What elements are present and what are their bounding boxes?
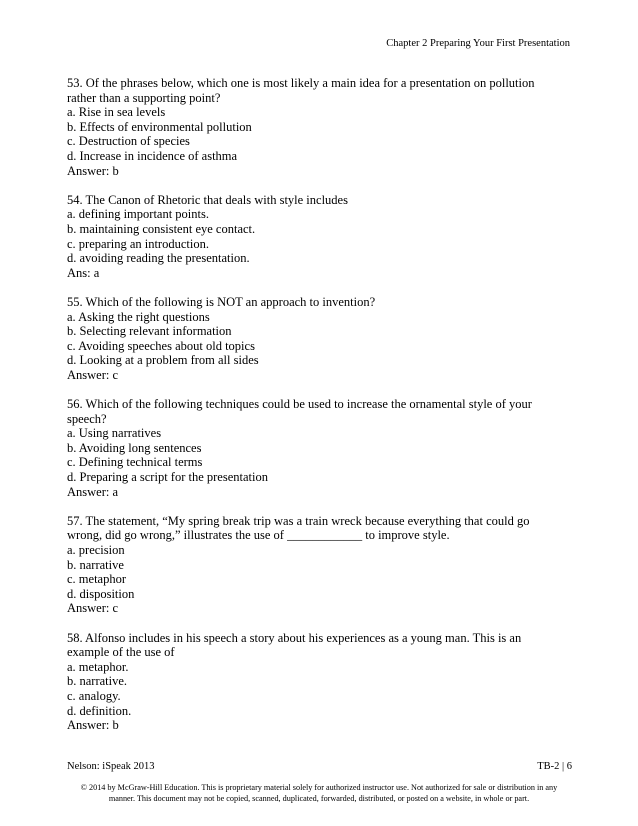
option-a: a. Rise in sea levels xyxy=(67,105,166,120)
question-text-line: 53. Of the phrases below, which one is most likely a main idea for a presentation on pollution xyxy=(67,76,535,90)
footer-source: Nelson: iSpeak 2013 xyxy=(67,761,155,772)
question-54 xyxy=(67,193,567,281)
option-c: c. Avoiding speeches about old topics xyxy=(67,338,255,353)
question-text-line: 58. Alfonso includes in his speech a story about his experiences as a young man. This is an xyxy=(67,630,522,645)
copyright-notice xyxy=(60,782,578,804)
question-text-line: 56. Which of the following techniques could be used to increase the ornamental style of your xyxy=(67,397,532,412)
option-b: b. narrative xyxy=(67,557,124,572)
option-d: d. disposition xyxy=(67,586,135,601)
option-c: c. Defining technical terms xyxy=(67,455,203,470)
question-58 xyxy=(67,631,567,733)
option-d: d. Increase in incidence of asthma xyxy=(67,148,238,163)
page-header: Chapter 2 Preparing Your First Presentation xyxy=(386,38,570,49)
answer: Answer: b xyxy=(67,163,119,178)
option-a: a. precision xyxy=(67,543,125,557)
question-53 xyxy=(67,76,567,178)
answer: Ans: a xyxy=(67,265,100,280)
question-56 xyxy=(67,397,567,499)
option-c: c. metaphor xyxy=(67,572,127,587)
option-d: d. Preparing a script for the presentation xyxy=(67,470,268,485)
question-text-line: wrong, did go wrong,” illustrates the use of ____________ to improve style. xyxy=(67,528,450,543)
option-d: d. avoiding reading the presentation. xyxy=(67,251,250,266)
question-text-line: 57. The statement, “My spring break trip was a train wreck because everything that could go xyxy=(67,513,530,528)
option-b: b. Selecting relevant information xyxy=(67,324,232,339)
question-55 xyxy=(67,295,567,383)
question-text-line: 54. The Canon of Rhetoric that deals with style includes xyxy=(67,192,348,207)
option-d: d. Looking at a problem from all sides xyxy=(67,353,259,368)
answer: Answer: b xyxy=(67,718,119,733)
option-d: d. definition. xyxy=(67,703,132,718)
option-b: b. Avoiding long sentences xyxy=(67,440,202,455)
option-a: a. metaphor. xyxy=(67,659,129,674)
question-text-line: example of the use of xyxy=(67,645,175,660)
page-number: TB-2 | 6 xyxy=(537,761,572,772)
answer: Answer: a xyxy=(67,484,119,499)
option-b: b. maintaining consistent eye contact. xyxy=(67,221,256,236)
option-a: a. Using narratives xyxy=(67,426,162,441)
answer: Answer: c xyxy=(67,601,119,616)
option-a: a. Asking the right questions xyxy=(67,309,210,324)
question-text-line: rather than a supporting point? xyxy=(67,90,221,105)
copyright-line: © 2014 by McGraw-Hill Education. This is proprietary material solely for authorized instructor use. Not authorized for sale or distribution in any xyxy=(80,783,558,792)
option-a: a. defining important points. xyxy=(67,207,209,222)
copyright-line: manner. This document may not be copied, scanned, duplicated, forwarded, distributed, or posted on a website, in whole or part. xyxy=(108,794,530,803)
option-c: c. analogy. xyxy=(67,688,121,703)
option-b: b. Effects of environmental pollution xyxy=(67,119,252,134)
option-c: c. Destruction of species xyxy=(67,134,190,149)
question-57 xyxy=(67,514,567,616)
question-text-line: 55. Which of the following is NOT an approach to invention? xyxy=(67,294,376,309)
question-text-line: speech? xyxy=(67,411,107,426)
option-c: c. preparing an introduction. xyxy=(67,236,209,251)
option-b: b. narrative. xyxy=(67,674,128,689)
question-list xyxy=(67,76,567,747)
answer: Answer: c xyxy=(67,367,119,382)
